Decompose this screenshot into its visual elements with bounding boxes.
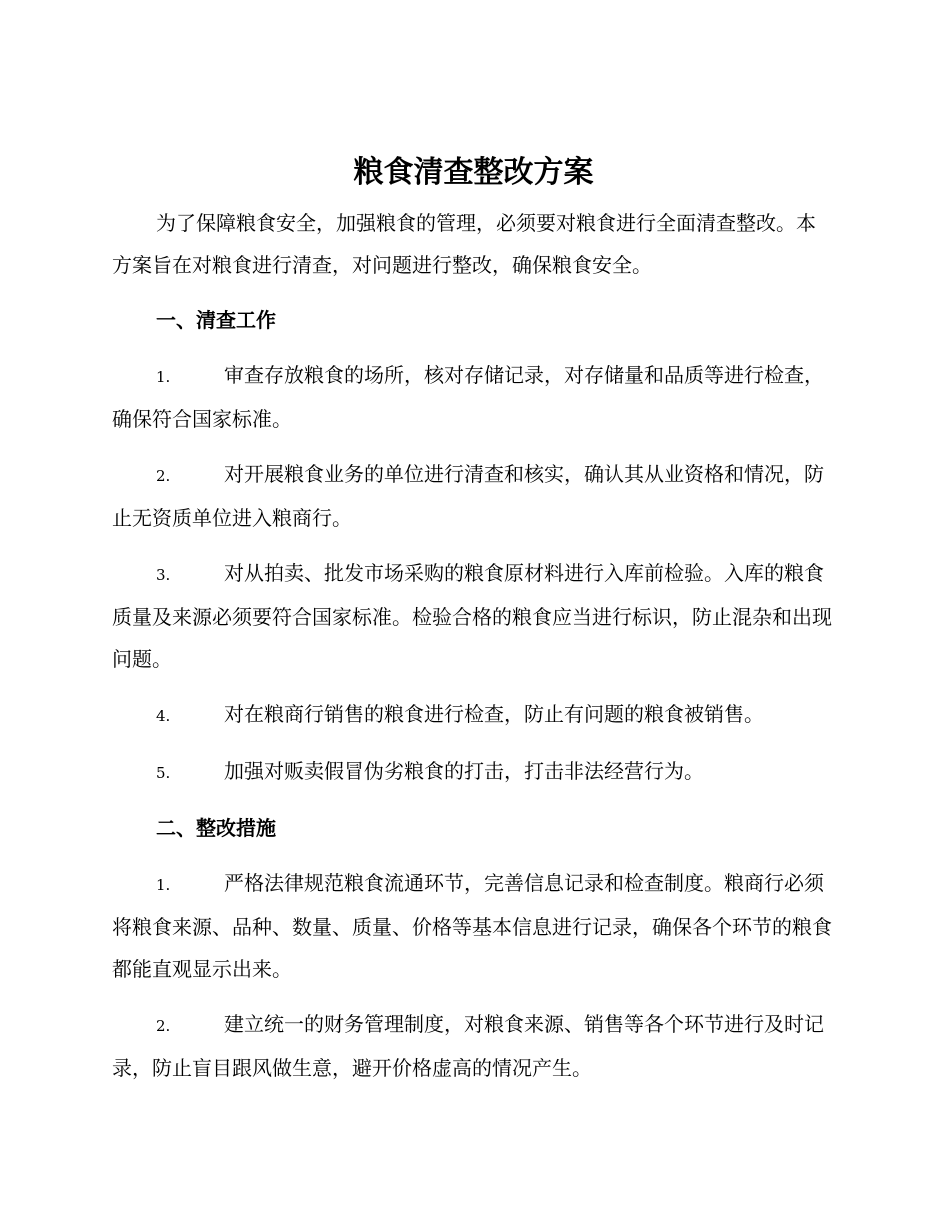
- item-number: 2.: [156, 1017, 171, 1035]
- item-number: 3.: [156, 566, 171, 584]
- document-title: 粮食清查整改方案: [353, 155, 594, 190]
- item-number: 1.: [156, 368, 171, 386]
- item-text: 对开展粮食业务的单位进行清查和核实，确认其从业资格和情况，防止无资质单位进入粮商行。: [112, 462, 824, 530]
- list-item: [112, 453, 835, 539]
- item-text: 加强对贩卖假冒伪劣粮食的打击，打击非法经营行为。: [224, 759, 704, 783]
- list-item: [112, 693, 835, 737]
- list-item: [112, 862, 835, 990]
- list-item: [112, 1003, 835, 1089]
- list-item: [112, 552, 835, 680]
- section-rectification: [112, 807, 835, 1089]
- item-number: 4.: [156, 707, 171, 725]
- item-number: 5.: [156, 764, 171, 782]
- item-text: 严格法律规范粮食流通环节，完善信息记录和检查制度。粮商行必须将粮食来源、品种、数量、质量、价格等基本信息进行记录，确保各个环节的粮食都能直观显示出来。: [112, 871, 832, 981]
- item-text: 对在粮商行销售的粮食进行检查，防止有问题的粮食被销售。: [224, 702, 764, 726]
- item-text: 对从拍卖、批发市场采购的粮食原材料进行入库前检验。入库的粮食质量及来源必须要符合国家标准。检验合格的粮食应当进行标识，防止混杂和出现问题。: [112, 561, 832, 671]
- item-number: 2.: [156, 467, 171, 485]
- list-item: [112, 750, 835, 794]
- item-text: 审查存放粮食的场所，核对存储记录，对存储量和品质等进行检查，确保符合国家标准。: [112, 363, 824, 431]
- item-number: 1.: [156, 876, 171, 894]
- intro-paragraph: 为了保障粮食安全，加强粮食的管理，必须要对粮食进行全面清查整改。本方案旨在对粮食进行清查，对问题进行整改，确保粮食安全。: [112, 211, 816, 277]
- section-inspection: [112, 299, 835, 794]
- section-heading: 一、清查工作: [156, 308, 276, 332]
- item-text: 建立统一的财务管理制度，对粮食来源、销售等各个环节进行及时记录，防止盲目跟风做生意，避开价格虚高的情况产生。: [112, 1012, 824, 1080]
- section-heading: 二、整改措施: [156, 816, 276, 840]
- list-item: [112, 354, 835, 440]
